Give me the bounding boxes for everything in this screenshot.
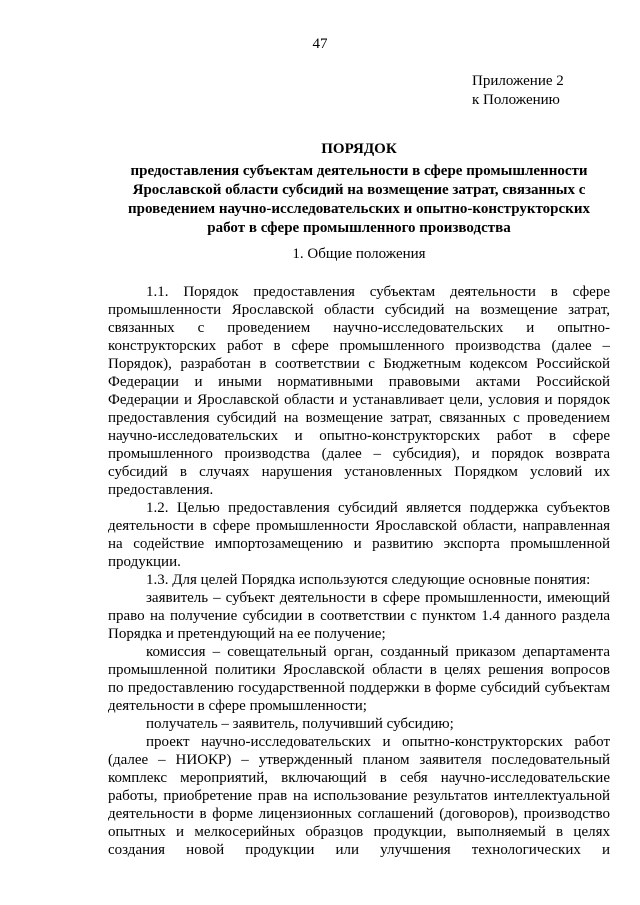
appendix-line-1: Приложение 2 — [472, 73, 564, 89]
paragraph-line: промышленности Ярославской области субсидий на возмещение затрат, — [108, 302, 610, 318]
paragraph-line: опытных и мелкосерийных образцов продукции, выполняемый в целях — [108, 824, 610, 840]
paragraph-line: право на получение субсидии в соответствии с пунктом 1.4 данного раздела — [108, 608, 610, 624]
paragraph-line: получатель – заявитель, получивший субсидию; — [146, 716, 454, 732]
title-line: предоставления субъектам деятельности в сфере промышленности — [130, 163, 588, 179]
paragraph-line: деятельности в сфере промышленности; — [108, 698, 367, 714]
page-number: 47 — [312, 36, 328, 52]
paragraph-line: Порядок), разработан в соответствии с Бюджетным кодексом Российской — [108, 356, 610, 372]
paragraph-line: создания новой продукции или улучшения технологических и — [108, 842, 610, 858]
appendix-note — [472, 72, 564, 110]
document-title — [108, 140, 610, 238]
paragraph-line: деятельности в сфере промышленности Ярославской области, направленная — [108, 518, 610, 534]
paragraph-line: на содействие импортозамещению и развитию экспорта промышленной — [108, 536, 610, 552]
paragraph-line: Федерации и иными нормативными правовыми актами Российской — [108, 374, 610, 390]
paragraph-line: 1.3. Для целей Порядка используются следующие основные понятия: — [146, 572, 591, 588]
paragraph-line: продукции. — [108, 554, 181, 570]
paragraph-line: Федерации и Ярославской области и устанавливает цели, условия и порядок — [108, 392, 610, 408]
title-main: ПОРЯДОК — [321, 141, 397, 157]
paragraph-line: промышленного производства (далее – субсидия), и порядок возврата — [108, 446, 610, 462]
paragraph-line: 1.1. Порядок предоставления субъектам деятельности в сфере — [146, 284, 610, 300]
paragraph-line: Порядка и претендующий на ее получение; — [108, 626, 386, 642]
paragraph-line: комплекс мероприятий, включающий в себя научно-исследовательские — [108, 770, 610, 786]
section-heading: 1. Общие положения — [292, 246, 426, 262]
paragraph-line: деятельности в форме лицензионных соглашений (договоров), производство — [108, 806, 610, 822]
paragraph-line: предоставления субсидий на возмещение затрат, связанных с проведением — [108, 410, 610, 426]
paragraph-line: предоставления. — [108, 482, 214, 498]
paragraph-line: научно-исследовательских и опытно-конструкторских работ в сфере — [108, 428, 610, 444]
paragraph-line: комиссия – совещательный орган, созданный приказом департамента — [146, 644, 610, 660]
title-line: проведением научно-исследовательских и опытно-конструкторских — [128, 201, 590, 217]
paragraph-line: (далее – НИОКР) – утвержденный планом заявителя последовательный — [108, 752, 610, 768]
paragraph-line: связанных с проведением научно-исследовательских и опытно- — [108, 320, 610, 336]
paragraph-line: по предоставлению государственной поддержки в форме субсидий субъектам — [108, 680, 610, 696]
paragraph-line: конструкторских работ в сфере промышленного производства (далее – — [108, 338, 610, 354]
title-line: работ в сфере промышленного производства — [207, 220, 511, 236]
paragraph-line: заявитель – субъект деятельности в сфере промышленности, имеющий — [146, 590, 610, 606]
paragraph-line: 1.2. Целью предоставления субсидий является поддержка субъектов — [146, 500, 610, 516]
title-line: Ярославской области субсидий на возмещение затрат, связанных с — [132, 182, 586, 198]
appendix-line-2: к Положению — [472, 92, 560, 108]
paragraph-line: субсидий в случаях нарушения установленных Порядком условий их — [108, 464, 610, 480]
paragraph-line: проект научно-исследовательских и опытно-конструкторских работ — [146, 734, 610, 750]
paragraph-line: работы, приобретение прав на использование результатов интеллектуальной — [108, 788, 610, 804]
paragraph-line: промышленной политики Ярославской области в целях решения вопросов — [108, 662, 610, 678]
document-body — [108, 283, 610, 859]
